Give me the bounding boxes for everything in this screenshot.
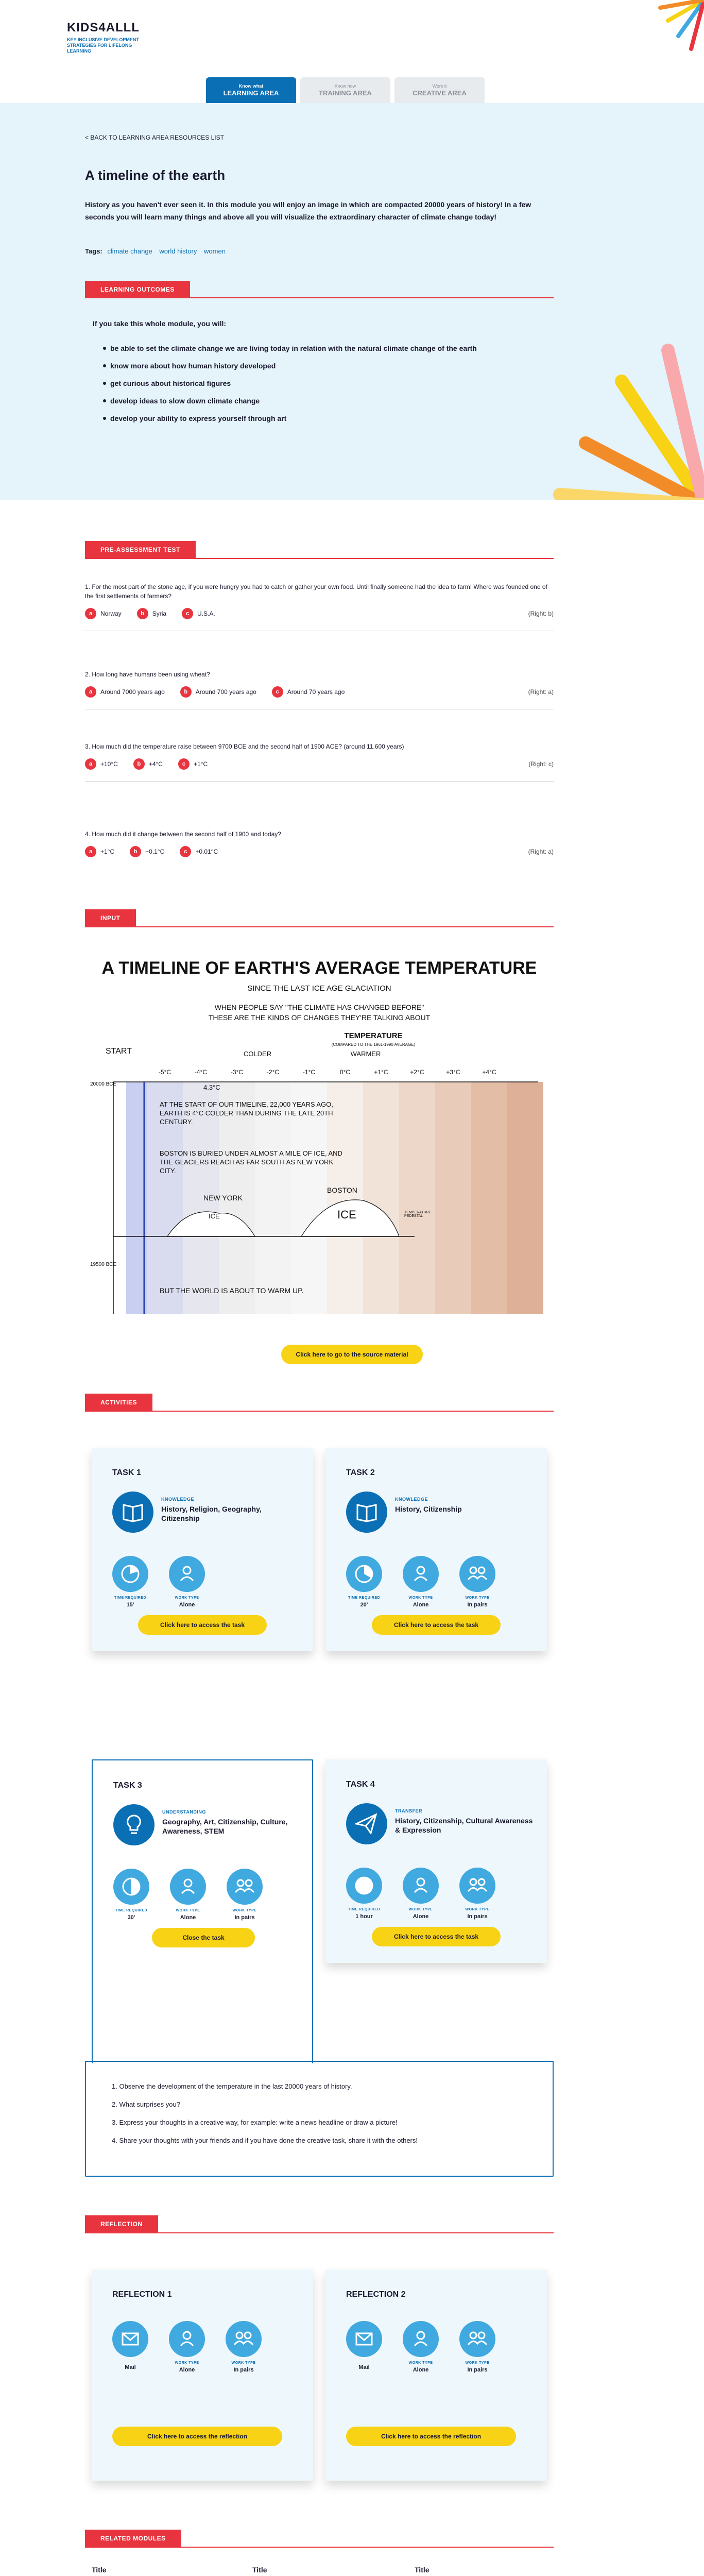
answer-option[interactable] <box>272 686 345 698</box>
logo-title: KIDS4ALLL <box>67 21 140 35</box>
right-answer: (Right: b) <box>528 610 554 617</box>
answer-text: +1°C <box>193 760 208 768</box>
time-required <box>346 1868 382 1920</box>
paper-plane-icon <box>346 1803 387 1844</box>
answer-text: Around 700 years ago <box>195 688 256 696</box>
pair-icon <box>226 2321 262 2357</box>
access-reflection-button[interactable]: Click here to access the reflection <box>346 2427 516 2446</box>
meta-value: 20' <box>360 1602 368 1608</box>
comic-ice: ICE <box>337 1208 356 1221</box>
task-button-wrap <box>152 1928 281 1947</box>
svg-text:+1°C: +1°C <box>374 1069 388 1076</box>
meta-value: Mail <box>358 2364 370 2370</box>
svg-text:-5°C: -5°C <box>158 1069 171 1076</box>
person-icon <box>403 1556 439 1592</box>
task-subjects: History, Citizenship <box>395 1505 462 1513</box>
answer-text: +4°C <box>148 760 163 768</box>
comic-year: 20000 BCE <box>90 1081 117 1087</box>
answer-option[interactable] <box>85 608 122 619</box>
question-text: 1. For the most part of the stone age, if you were hungry you had to catch or gather your own food. Until finally someone had the idea to farm! Where was founded one of the first settlements of farmers? <box>85 583 547 600</box>
nav-tab-creative-area[interactable] <box>394 77 485 103</box>
meta-value: 1 hour <box>355 1913 373 1920</box>
module-title: Title <box>92 2566 107 2574</box>
answer-text: +0.1°C <box>145 848 165 855</box>
related-module[interactable] <box>252 2566 391 2576</box>
answer-option[interactable] <box>182 608 215 619</box>
answer-letter: c <box>180 846 191 857</box>
comic-axis-ticks <box>159 1069 496 1076</box>
nav-tab-top: Work it <box>432 83 447 89</box>
task-card <box>325 1448 547 1651</box>
answer-options <box>85 758 554 770</box>
answer-letter: a <box>85 758 96 770</box>
svg-text:-2°C: -2°C <box>266 1069 280 1076</box>
right-answer: (Right: a) <box>528 848 554 855</box>
task-category: TRANSFER <box>395 1808 422 1814</box>
comic-warmer: WARMER <box>350 1050 381 1058</box>
section-label: ACTIVITIES <box>85 1394 152 1411</box>
comic-note: BOSTON IS BURIED UNDER ALMOST A MILE OF ICE, AND THE GLACIERS REACH AS FAR SOUTH AS NEW YORK CITY. <box>160 1149 342 1175</box>
learning-outcomes-header <box>85 281 190 298</box>
learning-outcomes-list <box>103 343 515 430</box>
list-item: get curious about historical figures <box>103 378 515 389</box>
reflection-card <box>92 2269 313 2481</box>
comic-title: A TIMELINE OF EARTH'S AVERAGE TEMPERATURE <box>101 958 537 978</box>
section-divider <box>85 1411 554 1412</box>
answer-text: +1°C <box>100 848 115 855</box>
meta-value: 15' <box>126 1602 134 1608</box>
meta-value: Alone <box>413 1913 429 1920</box>
input-header <box>85 909 136 927</box>
task-step: 3. Express your thoughts in a creative way, for example: write a news headline or draw a picture! <box>112 2119 398 2126</box>
svg-text:+2°C: +2°C <box>410 1069 424 1076</box>
timeline-comic-image <box>85 951 554 1327</box>
close-task-button[interactable]: Close the task <box>152 1928 255 1947</box>
access-task-button[interactable]: Click here to access the task <box>372 1615 501 1635</box>
time-required <box>346 1556 382 1608</box>
clock-icon <box>113 1869 149 1905</box>
source-material-button[interactable]: Click here to go to the source material <box>281 1345 422 1364</box>
comic-caption: WHEN PEOPLE SAY "THE CLIMATE HAS CHANGED BEFORE" <box>214 1003 424 1011</box>
meta-label: WORK TYPE <box>465 2361 490 2365</box>
back-link[interactable]: < BACK TO LEARNING AREA RESOURCES LIST <box>85 134 224 141</box>
answer-letter: b <box>133 758 145 770</box>
meta-value: 30' <box>127 1914 135 1921</box>
meta-value: Mail <box>125 2364 136 2370</box>
answer-option[interactable] <box>178 758 208 770</box>
task-category: KNOWLEDGE <box>161 1497 194 1502</box>
site-header <box>0 0 704 103</box>
task-subjects: History, Citizenship, Cultural Awareness & Expression <box>395 1817 533 1834</box>
section-divider <box>85 558 554 559</box>
nav-tab-learning-area[interactable] <box>206 77 296 103</box>
answer-letter: c <box>182 608 193 619</box>
task-steps <box>86 2062 553 2175</box>
list-item: develop your ability to express yourself through art <box>103 413 515 424</box>
related-module[interactable] <box>92 2566 231 2576</box>
question-1 <box>85 582 554 631</box>
comic-caption: THESE ARE THE KINDS OF CHANGES THEY'RE TALKING ABOUT <box>208 1013 431 1022</box>
meta-label: WORK TYPE <box>465 1908 490 1911</box>
reflection-button-wrap <box>112 2427 248 2446</box>
comic-delta: 4.3°C <box>203 1083 220 1091</box>
answer-option[interactable] <box>133 758 163 770</box>
comic-pedestal: TEMPERATURE PEDESTAL <box>404 1211 432 1218</box>
svg-text:0°C: 0°C <box>339 1069 351 1076</box>
tag-link[interactable]: world history <box>159 247 197 255</box>
access-reflection-button[interactable]: Click here to access the reflection <box>112 2427 282 2446</box>
meta-value: In pairs <box>467 2367 488 2373</box>
nav-tab-label: TRAINING AREA <box>319 89 372 97</box>
meta-label: WORK TYPE <box>175 2361 199 2365</box>
decorative-rays-icon <box>601 0 704 77</box>
task-step: 2. What surprises you? <box>112 2100 180 2108</box>
meta-label: TIME REQUIRED <box>114 1596 147 1600</box>
clock-icon <box>346 1556 382 1592</box>
related-module[interactable] <box>415 2566 554 2576</box>
meta-value: In pairs <box>467 1602 488 1608</box>
task-3-details <box>85 2061 554 2177</box>
task-category: KNOWLEDGE <box>395 1497 428 1502</box>
mail-option <box>112 2321 148 2370</box>
answer-letter: a <box>85 686 96 698</box>
tag-link[interactable]: climate change <box>107 247 152 255</box>
answer-options <box>85 686 554 698</box>
module-title: Title <box>415 2566 430 2574</box>
page-title: A timeline of the earth <box>85 167 226 183</box>
svg-text:-3°C: -3°C <box>230 1069 244 1076</box>
work-type <box>403 2321 439 2373</box>
mail-icon <box>112 2321 148 2357</box>
nav-tab-label: LEARNING AREA <box>223 89 279 97</box>
meta-value: In pairs <box>233 2367 254 2373</box>
mail-option <box>346 2321 382 2370</box>
person-icon <box>403 2321 439 2357</box>
nav-tab-training-area[interactable] <box>300 77 390 103</box>
answer-option[interactable] <box>85 846 114 857</box>
pre-assessment-header <box>85 541 196 558</box>
task-title: TASK 4 <box>346 1780 375 1789</box>
reflection-button-wrap <box>346 2427 482 2446</box>
meta-value: Alone <box>180 1914 196 1921</box>
section-divider <box>85 2232 554 2233</box>
work-type <box>170 1869 206 1921</box>
decorative-rays-icon <box>498 299 704 500</box>
meta-label: WORK TYPE <box>232 1909 257 1912</box>
question-4 <box>85 829 554 857</box>
question-text: 2. How long have humans been using wheat? <box>85 671 210 678</box>
meta-label: WORK TYPE <box>465 1596 490 1600</box>
task-category: UNDERSTANDING <box>162 1809 206 1815</box>
right-answer: (Right: a) <box>528 688 554 696</box>
comic-subtitle: SINCE THE LAST ICE AGE GLACIATION <box>247 984 391 993</box>
main-nav <box>206 77 485 103</box>
question-text: 3. How much did the temperature raise between 9700 BCE and the second half of 1900 ACE? (around 11.600 years) <box>85 743 404 750</box>
task-card <box>92 1448 313 1651</box>
access-task-button[interactable]: Click here to access the task <box>138 1615 267 1635</box>
answer-text: +10°C <box>100 760 118 768</box>
reflection-title: REFLECTION 2 <box>346 2290 406 2299</box>
section-divider <box>85 926 554 927</box>
work-type <box>227 1869 263 1921</box>
book-icon <box>112 1492 153 1533</box>
related-modules-header <box>85 2530 181 2547</box>
list-item: develop ideas to slow down climate change <box>103 395 515 406</box>
comic-start: START <box>106 1047 132 1056</box>
meta-value: In pairs <box>467 1913 488 1920</box>
task-subjects: History, Religion, Geography, Citizenship <box>161 1505 262 1522</box>
list-item: be able to set the climate change we are living today in relation with the natural climate change of the earth <box>103 343 515 354</box>
task-button-wrap <box>138 1615 267 1635</box>
section-label: INPUT <box>85 909 136 927</box>
answer-text: Around 70 years ago <box>287 688 345 696</box>
meta-label: WORK TYPE <box>408 1596 433 1600</box>
task-card-open <box>92 1759 313 2063</box>
right-answer: (Right: c) <box>528 760 554 768</box>
answer-options <box>85 846 554 857</box>
tag-link[interactable]: women <box>204 247 226 255</box>
reflection-card <box>325 2269 547 2481</box>
work-type <box>403 1868 439 1920</box>
task-step: 4. Share your thoughts with your friends and if you have done the creative task, share it with the others! <box>112 2137 418 2144</box>
meta-label: TIME REQUIRED <box>115 1909 148 1912</box>
work-type <box>459 1556 495 1608</box>
meta-label: TIME REQUIRED <box>348 1596 381 1600</box>
reflection-title: REFLECTION 1 <box>112 2290 172 2299</box>
nav-tab-top: Know what <box>238 83 264 89</box>
question-3 <box>85 742 554 782</box>
comic-city: NEW YORK <box>203 1194 243 1202</box>
book-icon <box>346 1492 387 1533</box>
meta-value: Alone <box>413 1602 429 1608</box>
svg-text:-4°C: -4°C <box>194 1069 208 1076</box>
activities-header <box>85 1394 152 1411</box>
time-required <box>112 1556 148 1608</box>
task-title: TASK 1 <box>112 1468 141 1477</box>
source-button-row <box>0 1345 704 1364</box>
pair-icon <box>459 2321 495 2357</box>
person-icon <box>169 2321 205 2357</box>
work-type <box>459 1868 495 1920</box>
answer-option[interactable] <box>137 608 166 619</box>
meta-label: WORK TYPE <box>408 2361 433 2365</box>
svg-text:+4°C: +4°C <box>482 1069 496 1076</box>
answer-letter: b <box>137 608 148 619</box>
logo-tagline: KEY INCLUSIVE DEVELOPMENT STRATEGIES FOR LIFELONG LEARNING <box>67 37 139 54</box>
answer-option[interactable] <box>180 686 256 698</box>
answer-text: Around 7000 years ago <box>100 688 165 696</box>
clock-icon <box>112 1556 148 1592</box>
answer-option[interactable] <box>130 846 164 857</box>
task-button-wrap <box>372 1927 501 1946</box>
comic-note: AT THE START OF OUR TIMELINE, 22,000 YEARS AGO, EARTH IS 4°C COLDER THAN DURING THE LATE 20TH CENTURY. <box>160 1100 333 1126</box>
section-label: PRE-ASSESSMENT TEST <box>85 541 196 558</box>
list-item: know more about how human history developed <box>103 360 515 371</box>
answer-letter: b <box>180 686 192 698</box>
answer-letter: b <box>130 846 141 857</box>
module-hero <box>0 103 704 500</box>
clock-icon <box>346 1868 382 1904</box>
answer-letter: c <box>272 686 283 698</box>
module-title: Title <box>252 2566 267 2574</box>
nav-tab-top: Know how <box>334 83 356 89</box>
lightbulb-icon <box>113 1804 154 1845</box>
module-intro: History as you haven't ever seen it. In this module you will enjoy an image in which are compacted 20000 years of history! In a few seconds you will learn many things and above all you will visualize the extraordinary character of climate change today! <box>85 200 531 221</box>
answer-text: +0.01°C <box>195 848 218 855</box>
comic-ice: ICE <box>209 1212 220 1220</box>
pair-icon <box>459 1556 495 1592</box>
person-icon <box>403 1868 439 1904</box>
tags-label: Tags: <box>85 247 102 255</box>
meta-value: Alone <box>179 1602 195 1608</box>
section-divider <box>85 2547 554 2548</box>
time-required <box>113 1869 149 1921</box>
meta-value: In pairs <box>234 1914 255 1921</box>
task-subjects: Geography, Art, Citizenship, Culture, Awareness, STEM <box>162 1818 288 1835</box>
work-type <box>226 2321 262 2373</box>
comic-temp-sub: (COMPARED TO THE 1961-1990 AVERAGE) <box>331 1042 416 1047</box>
meta-label: WORK TYPE <box>231 2361 256 2365</box>
nav-tab-label: CREATIVE AREA <box>413 89 467 97</box>
pair-icon <box>459 1868 495 1904</box>
section-label: LEARNING OUTCOMES <box>85 281 190 298</box>
answer-letter: a <box>85 608 96 619</box>
answer-options <box>85 608 554 619</box>
answer-option[interactable] <box>85 686 165 698</box>
section-divider <box>85 297 554 298</box>
task-title: TASK 3 <box>113 1781 142 1790</box>
access-task-button[interactable]: Click here to access the task <box>372 1927 501 1946</box>
learning-outcomes-intro: If you take this whole module, you will: <box>93 319 227 328</box>
question-text: 4. How much did it change between the second half of 1900 and today? <box>85 831 281 838</box>
answer-option[interactable] <box>180 846 218 857</box>
person-icon <box>169 1556 205 1592</box>
answer-text: Syria <box>152 610 167 617</box>
work-type <box>403 1556 439 1608</box>
section-label: RELATED MODULES <box>85 2530 181 2547</box>
comic-year: 19500 BCE <box>90 1262 117 1267</box>
answer-text: Norway <box>100 610 122 617</box>
svg-text:+3°C: +3°C <box>446 1069 460 1076</box>
divider <box>85 781 554 782</box>
answer-option[interactable] <box>85 758 118 770</box>
work-type <box>169 1556 205 1608</box>
meta-label: TIME REQUIRED <box>348 1908 381 1911</box>
mail-icon <box>346 2321 382 2357</box>
comic-colder: COLDER <box>243 1050 272 1058</box>
pair-icon <box>227 1869 263 1905</box>
person-icon <box>170 1869 206 1905</box>
task-card <box>325 1759 547 1963</box>
tags <box>85 247 231 255</box>
meta-label: WORK TYPE <box>176 1909 200 1912</box>
svg-text:-1°C: -1°C <box>302 1069 316 1076</box>
meta-value: Alone <box>413 2367 429 2373</box>
answer-letter: c <box>178 758 190 770</box>
comic-city: BOSTON <box>327 1186 357 1194</box>
answer-letter: a <box>85 846 96 857</box>
task-button-wrap <box>372 1615 501 1635</box>
reflection-header <box>85 2215 158 2233</box>
task-title: TASK 2 <box>346 1468 375 1477</box>
meta-label: WORK TYPE <box>408 1908 433 1911</box>
logo[interactable] <box>67 21 149 54</box>
work-type <box>459 2321 495 2373</box>
meta-value: Alone <box>179 2367 195 2373</box>
question-2 <box>85 670 554 709</box>
comic-temp-label: TEMPERATURE <box>344 1031 403 1040</box>
comic-note: BUT THE WORLD IS ABOUT TO WARM UP. <box>160 1286 304 1295</box>
work-type <box>169 2321 205 2373</box>
section-label: REFLECTION <box>85 2215 158 2233</box>
answer-text: U.S.A. <box>197 610 215 617</box>
task-step: 1. Observe the development of the temperature in the last 20000 years of history. <box>112 2082 352 2090</box>
meta-label: WORK TYPE <box>175 1596 199 1600</box>
